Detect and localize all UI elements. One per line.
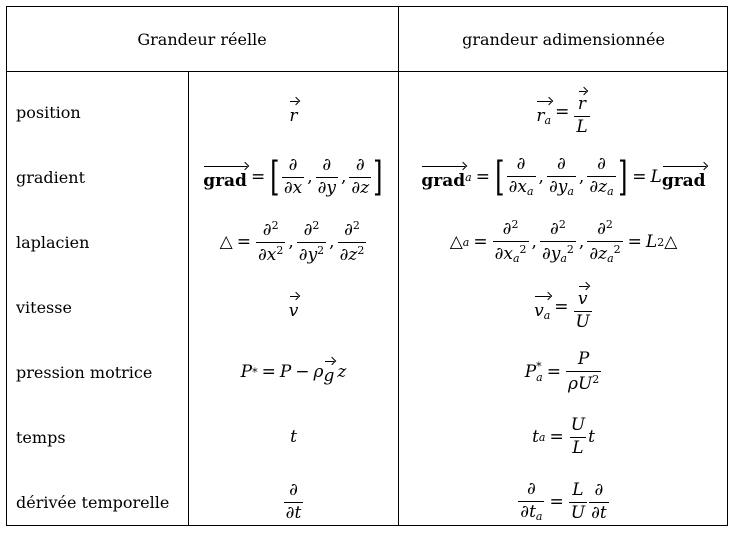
row-label-pression: pression motrice — [16, 362, 153, 382]
row-label-vitesse: vitesse — [16, 297, 72, 317]
formula-derivee-dimensionless: $\frac{\partial}{\partial t_a}$ = $\frac{L}{U}$ $\frac{\partial}{\partial t}$ — [520, 479, 607, 524]
formula-position-real: r — [189, 80, 398, 144]
formula-position-dimensionless: $r_a$ = $\frac{r}{L}$ — [399, 80, 728, 144]
formula-temps-real: t — [290, 427, 297, 447]
formula-laplacien-dimensionless: △ a = $\frac{\partial^2}{\partial x_a^2}$ , $\frac{\partial^2}{\partial y_a^2}$ , $\frac{\partial^2}{\partial z_a^2}$ = L 2 △ — [449, 218, 678, 266]
formula-pression-dimensionless: P * a = $\frac{P}{\rho U^2}$ — [524, 348, 600, 394]
formula-gradient-dimensionless: grad a = [ $\frac{\partial}{\partial x_a}$ , $\frac{\partial}{\partial y_a}$ , $\frac{\partial}{\partial z_a}$ ] = L grad — [421, 154, 706, 200]
formula-vitesse-dimensionless: $v_a$ = $\frac{v}{U}$ — [399, 275, 728, 339]
formula-laplacien-real: △ = $\frac{\partial^2}{\partial x^2}$ , $\frac{\partial^2}{\partial y^2}$ , $\frac{\partial^2}{\partial z^2}$ — [219, 218, 365, 265]
formula-temps-dimensionless: t a = $\frac{U}{L}$ t — [532, 414, 595, 458]
formula-derivee-real: $\frac{\partial}{\partial t}$ — [285, 479, 302, 523]
formula-gradient-real: grad = [ $\frac{\partial}{\partial x}$ , $\frac{\partial}{\partial y}$ , $\frac{\partial}{\partial z}$ ] — [203, 154, 383, 200]
formula-pression-real: P * = P − ρ g z — [189, 340, 398, 404]
row-label-derivee: dérivée temporelle — [16, 492, 170, 512]
header-dimensionless: grandeur adimensionnée — [462, 29, 665, 49]
header-real: Grandeur réelle — [137, 29, 267, 49]
formula-vitesse-real: v — [189, 275, 398, 339]
row-label-position: position — [16, 102, 81, 122]
row-label-laplacien: laplacien — [16, 232, 90, 252]
row-label-temps: temps — [16, 427, 66, 447]
row-label-gradient: gradient — [16, 167, 85, 187]
